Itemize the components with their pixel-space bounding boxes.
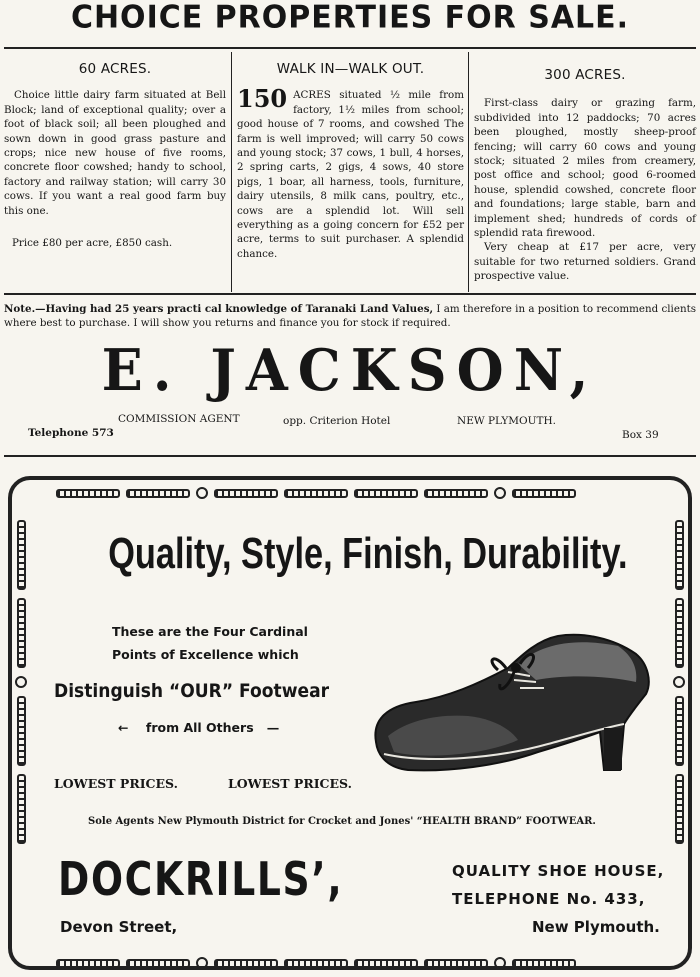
chain-border-bottom xyxy=(56,956,576,970)
listing-price: Price £80 per acre, £850 cash. xyxy=(12,237,173,250)
lead-number: 150 xyxy=(237,84,288,114)
chain-border-top xyxy=(56,486,576,500)
listing-walk-in xyxy=(237,62,464,261)
dash-icon: ← xyxy=(118,720,146,735)
listing-body: Choice little dairy farm situated at Bell Block; land of exceptional quality; over a foot of black soil; all been ploughed and sown down in good grass pasture and crops; nice new house of five rooms, concrete floor cowshed; handy to school, factory and railway station; will carry 30 cows. If you want a real good farm buy this one. xyxy=(4,89,226,217)
agent-note xyxy=(4,302,696,330)
brand-name: DOCKRILLS’, xyxy=(58,852,344,906)
listing-body: First-class dairy or grazing farm, subdivided into 12 paddocks; 70 acres been ploughed, mostly sheep-proof fencing; will carry 60 cows and young stock; situated 2 miles from creamery, post office and school; good 6-roomed house, splendid cowshed, concrete floor and foundations; large stable, barn and implement shed; hundreds of cords of splendid rata firewood. xyxy=(474,97,696,240)
note-lead: Note.—Having had 25 years practi cal knowledge of Taranaki Land Values, xyxy=(4,303,434,315)
listing-heading: 300 ACRES. xyxy=(544,67,626,83)
listing-60-acres xyxy=(4,62,226,250)
shop-name: QUALITY SHOE HOUSE, xyxy=(452,862,665,880)
header-rule xyxy=(4,47,696,49)
section-rule xyxy=(4,293,696,295)
note-rest: I am therefore in a position to recommend clients where best to purchase. I will show you returns and finance you for stock if required. xyxy=(4,303,696,329)
section-rule xyxy=(4,455,696,457)
page-title: CHOICE PROPERTIES FOR SALE. xyxy=(70,0,630,36)
chain-border-left xyxy=(16,520,26,844)
shop-city: New Plymouth. xyxy=(532,918,660,936)
listing-300-acres xyxy=(474,68,696,284)
column-divider xyxy=(231,52,232,292)
street-address: Devon Street, xyxy=(60,918,178,936)
listing-extra: Very cheap at £17 per acre, very suitable for two returned soldiers. Grand prospective value. xyxy=(474,241,696,283)
agent-name: E. JACKSON, xyxy=(101,336,599,404)
ad-line-1: These are the Four Cardinal xyxy=(112,624,308,639)
ad-distinguish: Distinguish “OUR” Footwear xyxy=(54,680,330,702)
agent-telephone: Telephone 573 xyxy=(28,427,114,439)
agent-role: COMMISSION AGENT xyxy=(118,413,240,425)
shop-phone: TELEPHONE No. 433, xyxy=(452,890,646,908)
lowest-prices-1: LOWEST PRICES. xyxy=(54,776,178,791)
ad-line-2: Points of Excellence which xyxy=(112,647,299,662)
chain-border-right xyxy=(674,520,684,844)
listing-heading: WALK IN—WALK OUT. xyxy=(276,61,425,77)
agent-town: NEW PLYMOUTH. xyxy=(457,415,556,427)
agent-location: opp. Criterion Hotel xyxy=(283,415,391,427)
listing-heading: 60 ACRES. xyxy=(78,61,152,77)
ad-others: from All Others xyxy=(145,720,254,735)
sole-agents: Sole Agents New Plymouth District for Crocket and Jones' “HEALTH BRAND” FOOTWEAR. xyxy=(88,816,596,827)
listing-body: ACRES situated ½ mile from factory, 1½ miles from school; good house of 7 rooms, and cowshed The farm is well improved; will carry 50 cows and young stock; 37 cows, 1 bull, 4 horses, 2 spring carts, 2 gigs, 4 sows, 40 store pigs, 1 boar, all harness, tools, furniture, dairy utensils, 8 milk cans, poultry, etc., cows are a splendid lot. Will sell everything as a going concern for £52 per acre, terms to suit purchaser. A splendid chance. xyxy=(237,89,464,260)
shoe-illustration xyxy=(368,624,668,774)
agent-box: Box 39 xyxy=(622,429,659,441)
ad-headline: Quality, Style, Finish, Durability. xyxy=(108,529,628,578)
column-divider xyxy=(468,52,469,292)
lowest-prices-2: LOWEST PRICES. xyxy=(228,776,352,791)
